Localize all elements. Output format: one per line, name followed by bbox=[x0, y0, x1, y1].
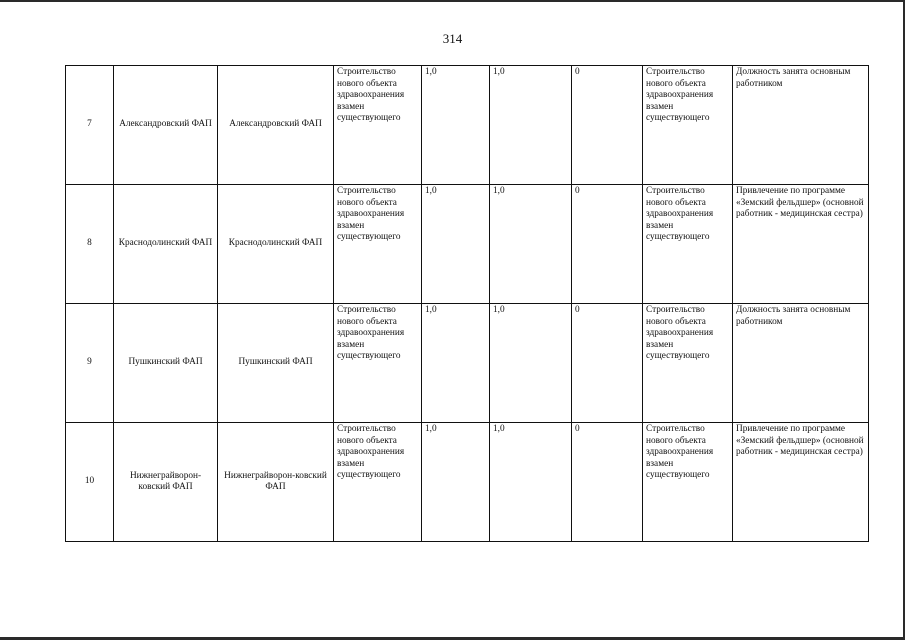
table-row bbox=[66, 66, 869, 185]
table-row bbox=[66, 423, 869, 542]
value-cell: 0 bbox=[572, 304, 643, 423]
row-number: 7 bbox=[66, 66, 114, 185]
planned-activity-2: Строительство нового объекта здравоохранения взамен существующего bbox=[643, 423, 733, 542]
page-number: 314 bbox=[442, 31, 463, 46]
value-cell: 1,0 bbox=[490, 185, 572, 304]
row-number: 10 bbox=[66, 423, 114, 542]
facility-name: Пушкинский ФАП bbox=[114, 304, 218, 423]
facility-name-new: Нижнеграйворон-ковский ФАП bbox=[218, 423, 334, 542]
value-cell: 0 bbox=[572, 423, 643, 542]
scan-edge-top bbox=[0, 0, 905, 2]
row-number: 8 bbox=[66, 185, 114, 304]
table-row bbox=[66, 185, 869, 304]
value-cell: 1,0 bbox=[490, 66, 572, 185]
value-cell: 1,0 bbox=[422, 304, 490, 423]
planned-activity-2: Строительство нового объекта здравоохранения взамен существующего bbox=[643, 66, 733, 185]
value-cell: 1,0 bbox=[490, 423, 572, 542]
planned-activity-2: Строительство нового объекта здравоохранения взамен существующего bbox=[643, 185, 733, 304]
staffing-note: Должность занята основным работником bbox=[733, 304, 869, 423]
facility-name-new: Краснодолинский ФАП bbox=[218, 185, 334, 304]
planned-activity: Строительство нового объекта здравоохранения взамен существующего bbox=[334, 423, 422, 542]
value-cell: 1,0 bbox=[422, 423, 490, 542]
planned-activity: Строительство нового объекта здравоохранения взамен существующего bbox=[334, 185, 422, 304]
staffing-note: Должность занята основным работником bbox=[733, 66, 869, 185]
value-cell: 0 bbox=[572, 66, 643, 185]
facility-name: Нижнеграйворон-ковский ФАП bbox=[114, 423, 218, 542]
facility-name: Александровский ФАП bbox=[114, 66, 218, 185]
value-cell: 1,0 bbox=[422, 185, 490, 304]
staffing-note: Привлечение по программе «Земский фельдшер» (основной работник - медицинская сестра) bbox=[733, 185, 869, 304]
table-row bbox=[66, 304, 869, 423]
planned-activity-2: Строительство нового объекта здравоохранения взамен существующего bbox=[643, 304, 733, 423]
value-cell: 0 bbox=[572, 185, 643, 304]
facilities-table bbox=[65, 65, 869, 542]
value-cell: 1,0 bbox=[490, 304, 572, 423]
value-cell: 1,0 bbox=[422, 66, 490, 185]
row-number: 9 bbox=[66, 304, 114, 423]
planned-activity: Строительство нового объекта здравоохранения взамен существующего bbox=[334, 66, 422, 185]
staffing-note: Привлечение по программе «Земский фельдшер» (основной работник - медицинская сестра) bbox=[733, 423, 869, 542]
facility-name-new: Пушкинский ФАП bbox=[218, 304, 334, 423]
facility-name: Краснодолинский ФАП bbox=[114, 185, 218, 304]
planned-activity: Строительство нового объекта здравоохранения взамен существующего bbox=[334, 304, 422, 423]
facility-name-new: Александровский ФАП bbox=[218, 66, 334, 185]
